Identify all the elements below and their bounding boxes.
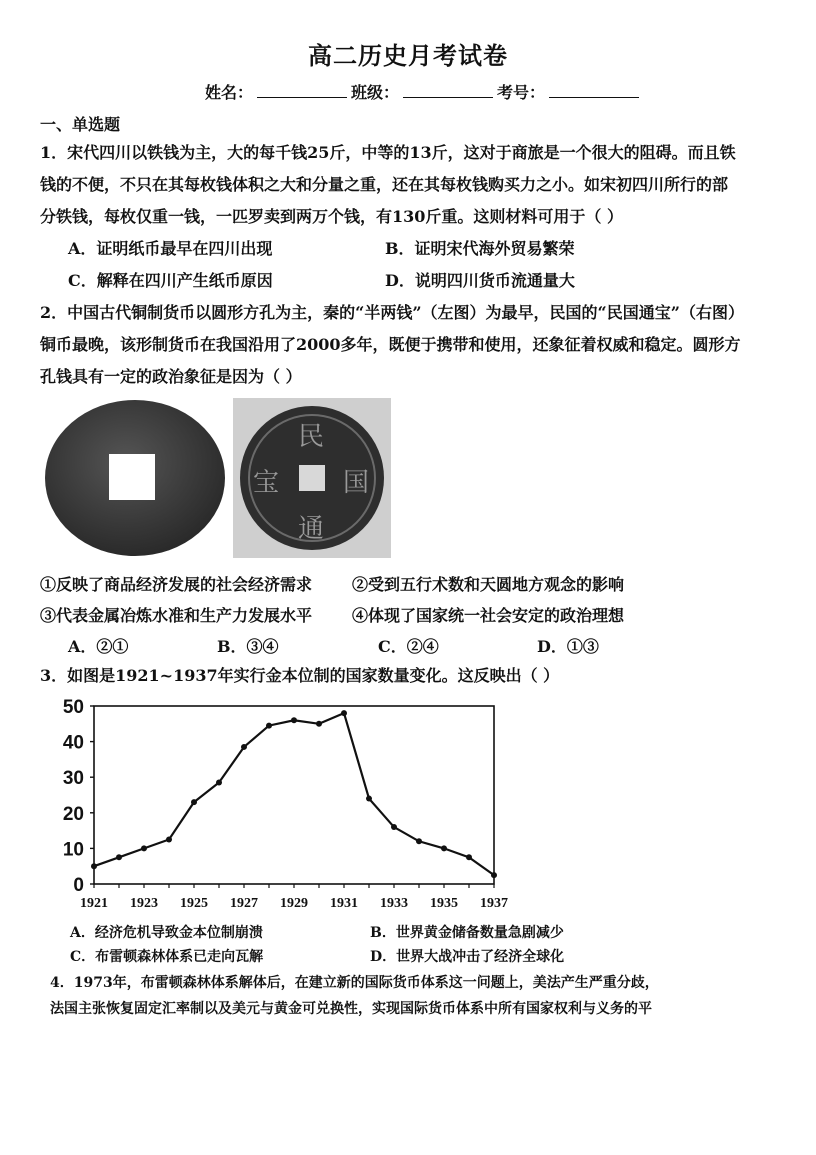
q1-line-1: 1．宋代四川以铁钱为主，大的每千钱25斤，中等的13斤，这对于商旅是一个很大的阻碍。而且铁 — [40, 143, 736, 162]
q2-statement-4: ④体现了国家统一社会安定的政治理想 — [352, 606, 625, 625]
series-line — [94, 713, 494, 875]
data-point — [316, 721, 322, 727]
square-hole — [299, 465, 325, 491]
q3-option-a[interactable]: A．经济危机导致金本位制崩溃 — [70, 925, 263, 941]
data-point — [141, 845, 147, 851]
coin-char-bottom: 通 — [298, 514, 325, 544]
q3-option-b[interactable]: B．世界黄金储备数量急剧减少 — [370, 925, 564, 941]
page-title: 高二历史月考试卷 — [308, 41, 508, 70]
x-tick-label: 1927 — [230, 896, 258, 911]
q3-option-d[interactable]: D．世界大战冲击了经济全球化 — [370, 949, 565, 965]
square-hole — [109, 454, 155, 500]
q2-statement-1: ①反映了商品经济发展的社会经济需求 — [40, 575, 313, 594]
q1-option-a[interactable]: A．证明纸币最早在四川出现 — [68, 239, 273, 258]
y-tick-label: 30 — [62, 768, 84, 790]
y-tick-label: 40 — [62, 732, 84, 754]
q3-option-c[interactable]: C．布雷顿森林体系已走向瓦解 — [70, 949, 264, 965]
question-2 — [40, 297, 788, 393]
q2-line-2: 铜币最晚，该形制货币在我国沿用了2000多年，既便于携带和使用，还象征着权威和稳定。圆形方 — [40, 335, 741, 354]
q1-option-b[interactable]: B．证明宋代海外贸易繁荣 — [385, 239, 575, 258]
x-tick-label: 1935 — [430, 896, 458, 911]
chart-axes — [94, 706, 494, 884]
x-tick-label: 1931 — [330, 896, 358, 911]
y-tick-label: 10 — [62, 839, 84, 861]
q1-line-3: 分铁钱，每枚仅重一钱，一匹罗卖到两万个钱，有130斤重。这则材料可用于（ ） — [40, 207, 623, 226]
x-tick-label: 1925 — [180, 896, 208, 911]
data-point — [491, 872, 497, 878]
class-blank[interactable] — [403, 83, 493, 98]
data-point — [91, 863, 97, 869]
data-point — [291, 717, 297, 723]
y-tick-label: 0 — [73, 875, 84, 896]
plot-frame — [94, 706, 494, 884]
coin-char-top: 民 — [298, 422, 325, 452]
coin-char-right: 国 — [343, 468, 370, 498]
minguo-tongbao-coin-image — [233, 398, 391, 558]
class-label: 班级： — [351, 83, 400, 102]
x-tick-label: 1937 — [480, 896, 508, 911]
q1-line-2: 钱的不便，不只在其每枚钱体积之大和分量之重，还在其每枚钱购买力之小。如宋初四川所行的部 — [40, 175, 729, 194]
section-heading: 一、单选题 — [40, 115, 121, 134]
data-point — [266, 723, 272, 729]
data-point — [166, 837, 172, 843]
q3-line-1: 3．如图是1921~1937年实行金本位制的国家数量变化。这反映出（ ） — [40, 666, 560, 685]
data-point — [366, 796, 372, 802]
q2-line-3: 孔钱具有一定的政治象征是因为（ ） — [40, 367, 302, 386]
y-tick-label: 20 — [62, 803, 84, 825]
chart-x-ticks — [80, 884, 508, 911]
x-tick-label: 1929 — [280, 896, 308, 911]
question-4 — [50, 970, 659, 1022]
data-point — [466, 854, 472, 860]
data-point — [416, 838, 422, 844]
q2-statement-3: ③代表金属冶炼水准和生产力发展水平 — [40, 606, 313, 625]
q4-line-2: 法国主张恢复固定汇率制以及美元与黄金可兑换性，实现国际货币体系中所有国家权利与义务的平 — [50, 1001, 652, 1017]
x-tick-label: 1921 — [80, 896, 108, 911]
data-point — [341, 710, 347, 716]
student-info-line — [205, 80, 643, 103]
x-tick-label: 1933 — [380, 896, 408, 911]
data-point — [391, 824, 397, 830]
q2-statement-2: ②受到五行术数和天圆地方观念的影响 — [352, 575, 625, 594]
q1-option-d[interactable]: D．说明四川货币流通量大 — [385, 271, 575, 290]
data-point — [241, 744, 247, 750]
y-tick-label: 50 — [62, 697, 84, 718]
question-3 — [40, 660, 788, 692]
data-point — [191, 799, 197, 805]
banliang-coin-image — [42, 398, 228, 558]
q1-option-c[interactable]: C．解释在四川产生纸币原因 — [68, 271, 273, 290]
q2-option-c[interactable]: C．②④ — [378, 637, 439, 656]
name-label: 姓名： — [205, 83, 254, 102]
name-blank[interactable] — [257, 83, 347, 98]
question-1 — [40, 137, 788, 233]
exam-no-label: 考号： — [497, 83, 546, 102]
gold-standard-line-chart — [42, 694, 508, 914]
q2-option-b[interactable]: B．③④ — [217, 637, 279, 656]
q2-option-d[interactable]: D．①③ — [537, 637, 599, 656]
data-point — [116, 854, 122, 860]
q2-option-a[interactable]: A．②① — [68, 637, 129, 656]
data-point — [216, 780, 222, 786]
exam-no-blank[interactable] — [549, 83, 639, 98]
q2-line-1: 2．中国古代铜制货币以圆形方孔为主，秦的“半两钱”（左图）为最早，民国的“民国通宝”（右图） — [40, 303, 744, 322]
coin-char-left: 宝 — [253, 468, 280, 498]
q4-line-1: 4．1973年，布雷顿森林体系解体后，在建立新的国际货币体系这一问题上，美法产生严重分歧， — [50, 975, 659, 991]
chart-series — [91, 710, 497, 878]
data-point — [441, 845, 447, 851]
chart-y-ticks — [63, 697, 94, 896]
x-tick-label: 1923 — [130, 896, 158, 911]
